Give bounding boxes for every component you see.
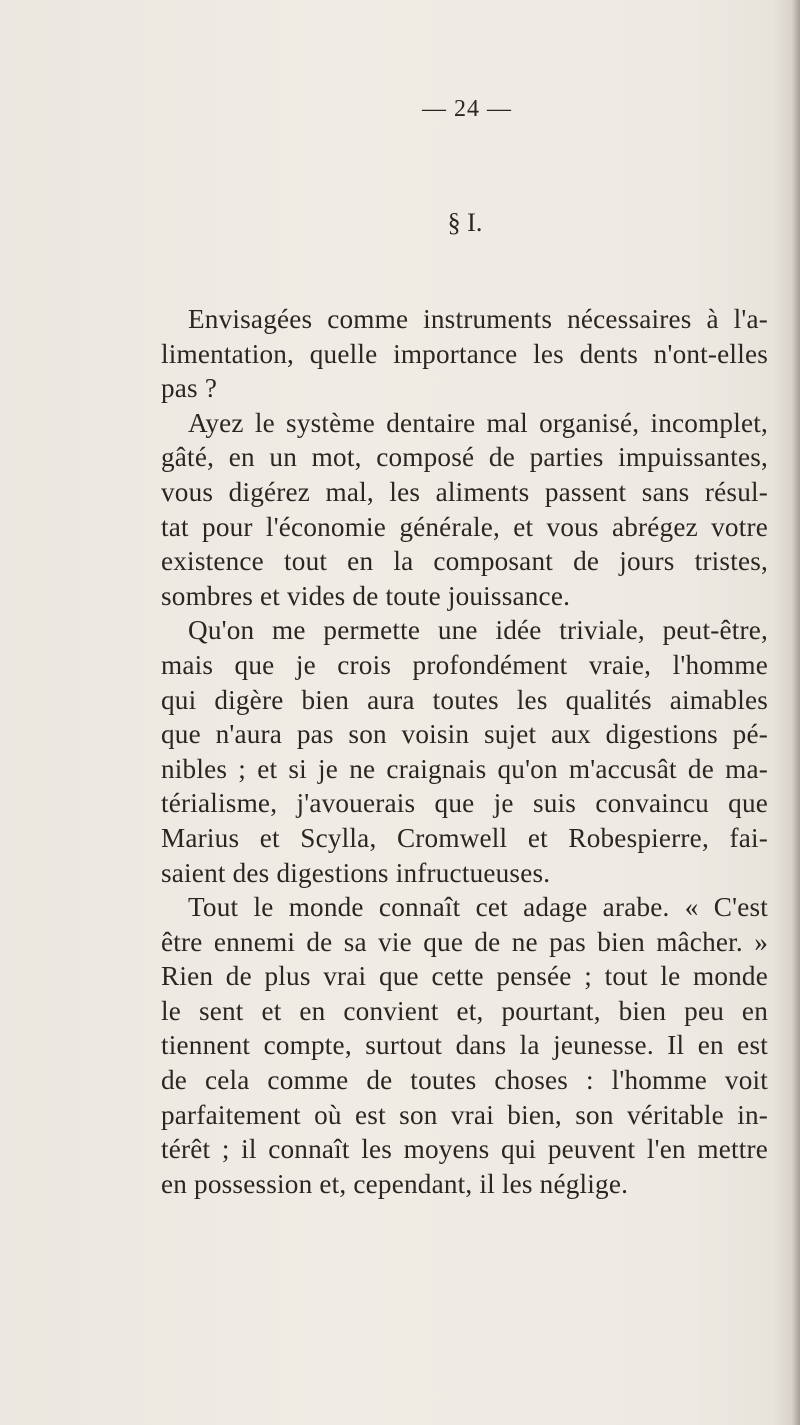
text-line: térêt ; il connaît les moyens qui peuvent l'en mettre — [161, 1134, 768, 1165]
text-line: gâté, en un mot, composé de parties impuissantes, — [161, 442, 768, 473]
section-heading: § I. — [447, 208, 483, 237]
text-line: vous digérez mal, les aliments passent sans résul- — [161, 476, 768, 507]
text-line: parfaitement où est son vrai bien, son véritable in- — [161, 1099, 768, 1130]
text-line: nibles ; et si je ne craignais qu'on m'accusât de ma- — [161, 753, 768, 784]
text-line: que n'aura pas son voisin sujet aux digestions pé- — [161, 719, 768, 750]
text-line: Rien de plus vrai que cette pensée ; tout le monde — [161, 961, 768, 992]
text-line: sombres et vides de toute jouissance. — [161, 580, 571, 611]
text-line: être ennemi de sa vie que de ne pas bien mâcher. » — [161, 926, 768, 957]
text-line: pas ? — [161, 373, 218, 404]
text-line: Envisagées comme instruments nécessaires à l'a- — [188, 304, 768, 334]
text-line: le sent et en convient et, pourtant, bien peu en — [161, 995, 768, 1026]
text-line: en possession et, cependant, il les néglige. — [161, 1168, 629, 1199]
body-text — [161, 302, 768, 1201]
text-line: tat pour l'économie générale, et vous abrégez votre — [161, 511, 768, 542]
text-line: tiennent compte, surtout dans la jeunesse. Il en est — [161, 1030, 768, 1061]
text-line: Ayez le système dentaire mal organisé, incomplet, — [188, 407, 768, 438]
text-line: limentation, quelle importance les dents n'ont-elles — [161, 338, 768, 369]
text-line: qui digère bien aura toutes les qualités aimables — [161, 684, 768, 715]
page-number: — 24 — — [422, 96, 512, 122]
text-line: Marius et Scylla, Cromwell et Robespierre, fai- — [161, 822, 768, 853]
text-line: de cela comme de toutes choses : l'homme voit — [161, 1065, 768, 1096]
text-line: Tout le monde connaît cet adage arabe. « C'est — [188, 892, 768, 923]
text-line: Qu'on me permette une idée triviale, peut-être, — [188, 615, 768, 646]
text-line: saient des digestions infructueuses. — [161, 857, 551, 888]
text-line: térialisme, j'avouerais que je suis convaincu que — [161, 788, 768, 819]
text-line: existence tout en la composant de jours tristes, — [161, 546, 768, 577]
text-line: mais que je crois profondément vraie, l'homme — [161, 649, 768, 680]
